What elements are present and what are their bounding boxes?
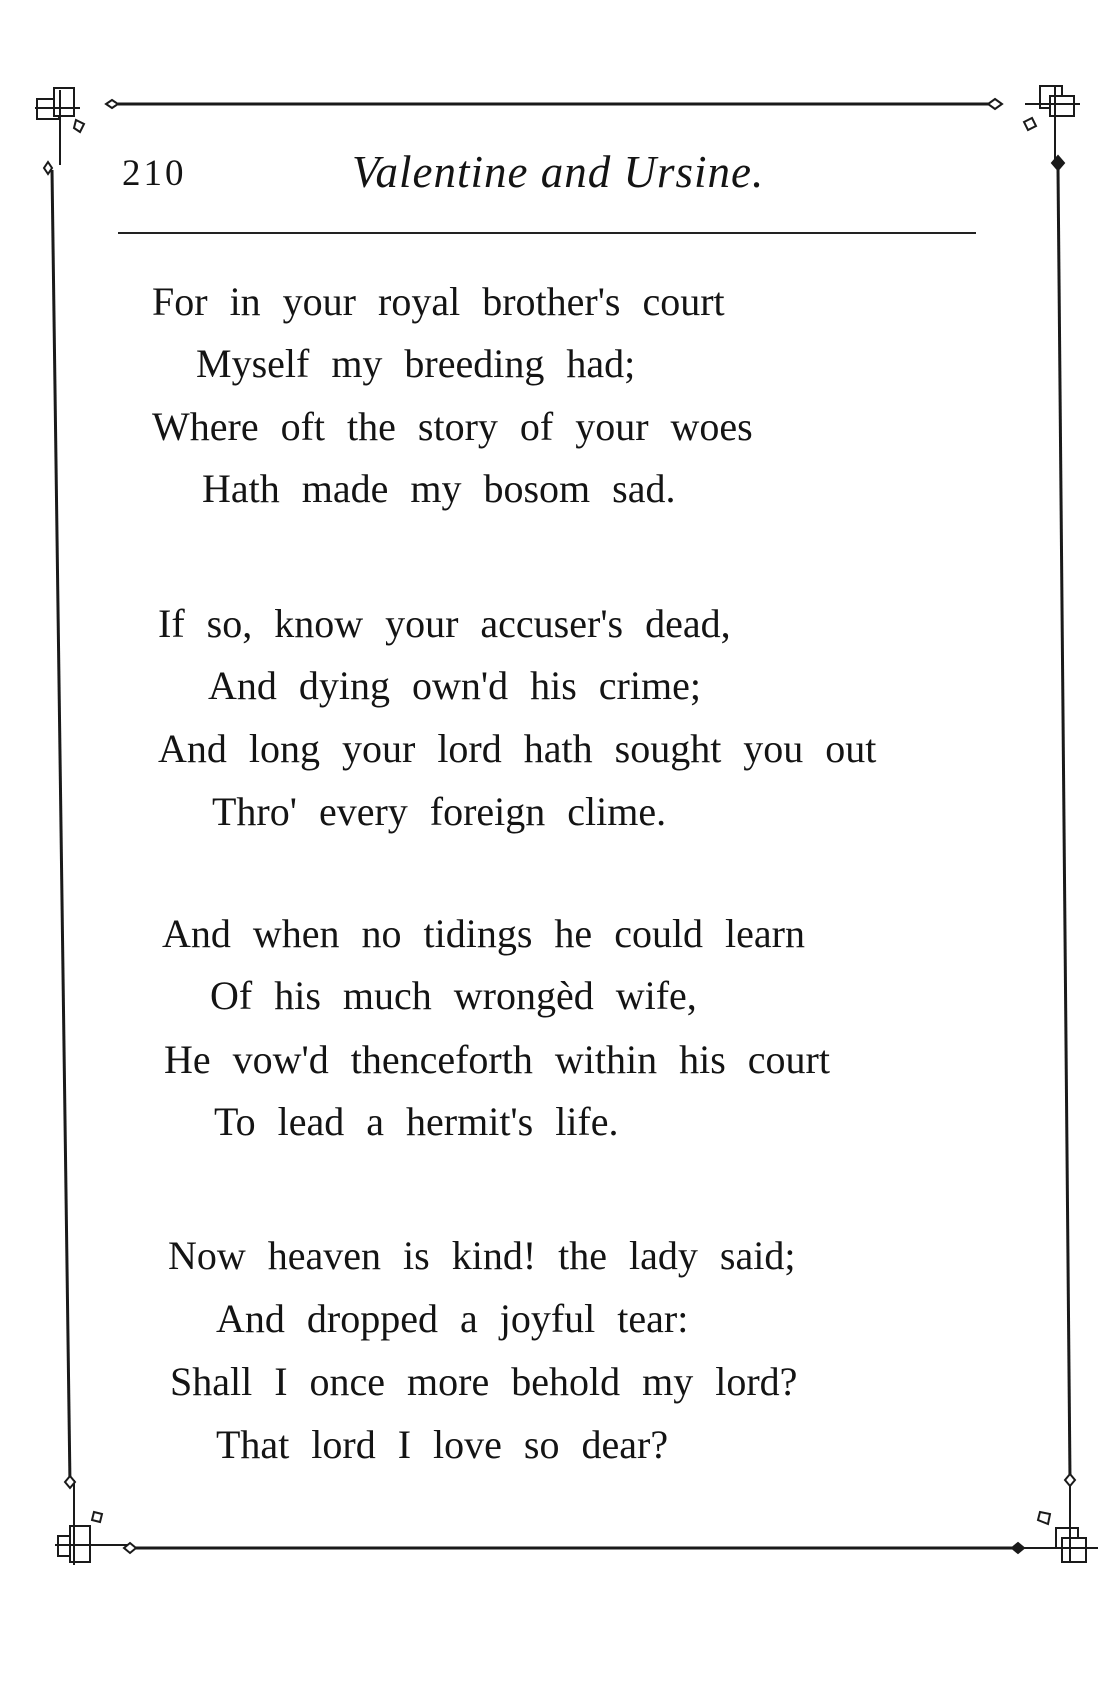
poem-line: Now heaven is kind! the lady said; — [168, 1233, 796, 1278]
poem-line: To lead a hermit's life. — [214, 1099, 619, 1144]
corner-ornament-bottom-left — [55, 1476, 136, 1565]
poem-line: Myself my breeding had; — [196, 341, 636, 386]
poem-line: And dying own'd his crime; — [208, 663, 701, 708]
poem-line: That lord I love so dear? — [216, 1422, 669, 1467]
poem-line: And long your lord hath sought you out — [158, 726, 877, 771]
running-title: Valentine and Ursine. — [352, 147, 765, 197]
poem-line: Where oft the story of your woes — [152, 404, 753, 449]
poem-line: If so, know your accuser's dead, — [158, 601, 731, 646]
poem-line: And dropped a joyful tear: — [216, 1296, 689, 1341]
page-number: 210 — [122, 153, 187, 194]
corner-ornament-top-right — [988, 85, 1080, 170]
poem-line: For in your royal brother's court — [152, 279, 725, 324]
poem-line: Thro' every foreign clime. — [212, 789, 667, 834]
header-rule — [118, 232, 976, 234]
corner-ornament-top-left — [35, 88, 118, 174]
poem-line: Of his much wrongèd wife, — [210, 973, 697, 1018]
poem-line: Shall I once more behold my lord? — [170, 1359, 798, 1404]
poem-line: Hath made my bosom sad. — [202, 466, 676, 511]
corner-ornament-bottom-right — [1012, 1474, 1098, 1562]
poem-line: He vow'd thenceforth within his court — [164, 1037, 830, 1082]
poem-line: And when no tidings he could learn — [162, 911, 805, 956]
